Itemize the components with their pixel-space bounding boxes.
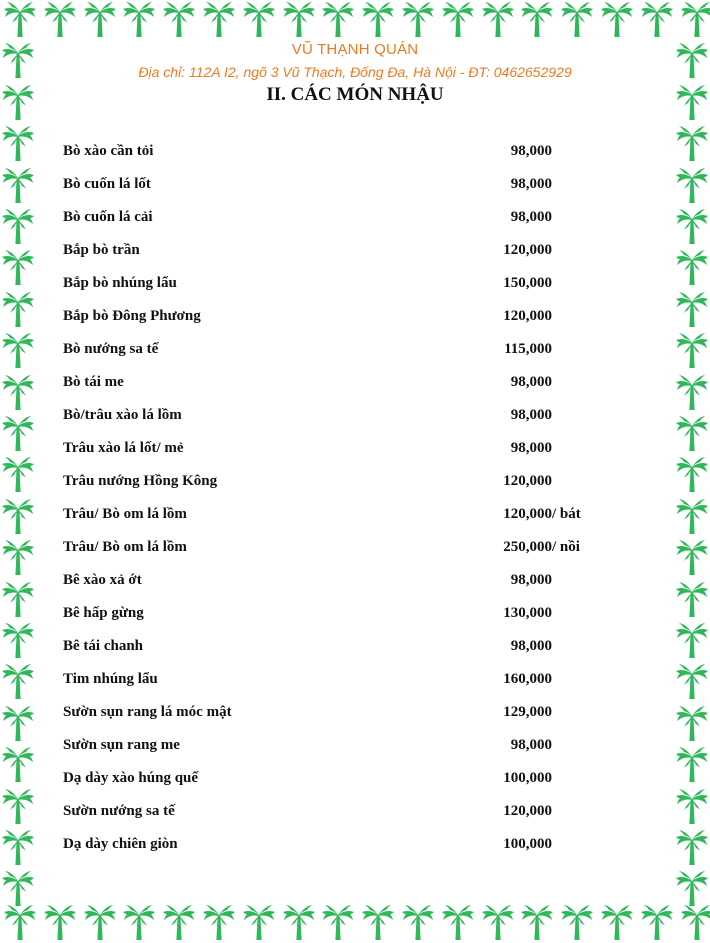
menu-item-name: Bò nướng sa tế xyxy=(63,341,159,357)
palm-tree-icon xyxy=(400,0,436,38)
menu-item xyxy=(63,600,623,633)
palm-tree-icon xyxy=(0,124,36,162)
palm-tree-icon xyxy=(400,903,436,941)
menu-item xyxy=(63,501,623,534)
menu-item-price: 120,000 xyxy=(503,803,552,819)
palm-tree-icon xyxy=(0,331,36,369)
palm-tree-icon xyxy=(674,497,710,535)
palm-tree-icon xyxy=(42,0,78,38)
menu-item-name: Bê hấp gừng xyxy=(63,605,144,621)
palm-tree-icon xyxy=(674,580,710,618)
menu-item xyxy=(63,831,623,864)
menu-item xyxy=(63,402,623,435)
menu-item-unit: / bát xyxy=(552,506,581,522)
palm-tree-icon xyxy=(674,745,710,783)
palm-tree-icon xyxy=(320,903,356,941)
menu-item-name: Bò cuốn lá lốt xyxy=(63,176,151,192)
palm-tree-icon xyxy=(360,0,396,38)
palm-tree-icon xyxy=(674,828,710,866)
palm-tree-icon xyxy=(201,0,237,38)
palm-tree-icon xyxy=(0,621,36,659)
menu-item-name: Sườn sụn rang lá móc mật xyxy=(63,704,232,720)
palm-tree-icon xyxy=(480,903,516,941)
menu-item-name: Dạ dày xào húng quế xyxy=(63,770,199,786)
palm-tree-icon xyxy=(440,0,476,38)
menu-item xyxy=(63,633,623,666)
palm-tree-icon xyxy=(161,903,197,941)
menu-item xyxy=(63,270,623,303)
palm-tree-icon xyxy=(360,903,396,941)
palm-tree-icon xyxy=(2,903,38,941)
menu-item xyxy=(63,798,623,831)
menu-header xyxy=(0,40,710,107)
palm-tree-icon xyxy=(121,0,157,38)
palm-tree-icon xyxy=(0,538,36,576)
palm-tree-icon xyxy=(0,455,36,493)
palm-tree-icon xyxy=(674,704,710,742)
palm-tree-icon xyxy=(674,414,710,452)
menu-item-name: Bò/trâu xào lá lồm xyxy=(63,407,182,423)
menu-item-price: 98,000 xyxy=(510,572,552,588)
palm-tree-icon xyxy=(519,903,555,941)
menu-item-name: Bắp bò nhúng lẩu xyxy=(63,275,177,291)
palm-tree-icon xyxy=(320,0,356,38)
palm-tree-icon xyxy=(281,0,317,38)
palm-tree-icon xyxy=(674,373,710,411)
palm-tree-icon xyxy=(559,0,595,38)
palm-tree-icon xyxy=(0,869,36,907)
menu-item-name: Bắp bò Đông Phương xyxy=(63,308,201,324)
palm-tree-icon xyxy=(639,0,675,38)
menu-item-name: Sườn nướng sa tế xyxy=(63,803,175,819)
palm-tree-icon xyxy=(0,828,36,866)
menu-item-name: Bò cuốn lá cải xyxy=(63,209,153,225)
palm-tree-icon xyxy=(281,903,317,941)
palm-tree-icon xyxy=(0,248,36,286)
palm-tree-icon xyxy=(161,0,197,38)
menu-item xyxy=(63,699,623,732)
menu-item-price: 98,000 xyxy=(510,407,552,423)
palm-tree-icon xyxy=(559,903,595,941)
shop-name: VŨ THẠNH QUÁN xyxy=(291,41,419,58)
menu-item-name: Trâu xào lá lốt/ mẻ xyxy=(63,440,184,456)
palm-tree-icon xyxy=(0,290,36,328)
menu-list xyxy=(63,138,623,864)
menu-item-name: Trâu nướng Hồng Kông xyxy=(63,473,218,489)
palm-tree-icon xyxy=(674,207,710,245)
menu-item-name: Tim nhúng lẩu xyxy=(63,671,158,687)
palm-tree-icon xyxy=(0,745,36,783)
menu-item-name: Trâu/ Bò om lá lồm xyxy=(63,506,187,522)
menu-item xyxy=(63,567,623,600)
menu-item xyxy=(63,666,623,699)
shop-address: Địa chỉ: 112A I2, ngõ 3 Vũ Thạch, Đống Đa, Hà Nội - ĐT: 0462652929 xyxy=(138,64,572,80)
palm-tree-icon xyxy=(679,903,710,941)
section-title: II. CÁC MÓN NHẬU xyxy=(266,84,444,105)
menu-item-price: 150,000 xyxy=(503,275,552,291)
menu-item-price: 98,000 xyxy=(510,440,552,456)
palm-tree-icon xyxy=(480,0,516,38)
palm-tree-icon xyxy=(0,414,36,452)
menu-item xyxy=(63,534,623,567)
menu-item-unit: / nồi xyxy=(552,539,580,555)
menu-item xyxy=(63,138,623,171)
palm-tree-icon xyxy=(0,580,36,618)
menu-item-name: Bê xào xả ớt xyxy=(63,572,142,588)
palm-tree-icon xyxy=(674,662,710,700)
palm-tree-icon xyxy=(674,538,710,576)
palm-tree-icon xyxy=(0,166,36,204)
palm-tree-icon xyxy=(674,455,710,493)
menu-item-price: 160,000 xyxy=(503,671,552,687)
palm-tree-icon xyxy=(0,373,36,411)
menu-item xyxy=(63,468,623,501)
palm-tree-icon xyxy=(42,903,78,941)
menu-item-price: 98,000 xyxy=(510,374,552,390)
menu-item-name: Bò xào cần tỏi xyxy=(63,143,154,159)
palm-tree-icon xyxy=(519,0,555,38)
menu-item xyxy=(63,732,623,765)
palm-tree-icon xyxy=(0,207,36,245)
menu-item-price: 120,000 xyxy=(503,242,552,258)
menu-item-price: 100,000 xyxy=(503,770,552,786)
palm-tree-icon xyxy=(440,903,476,941)
palm-tree-icon xyxy=(201,903,237,941)
menu-item-name: Bê tái chanh xyxy=(63,638,144,654)
menu-item-price: 98,000 xyxy=(510,638,552,654)
menu-item xyxy=(63,204,623,237)
menu-item xyxy=(63,237,623,270)
palm-tree-icon xyxy=(121,903,157,941)
menu-item-price: 130,000 xyxy=(503,605,552,621)
menu-item-price: 98,000 xyxy=(510,176,552,192)
menu-item-name: Dạ dày chiên giòn xyxy=(63,836,178,852)
palm-tree-icon xyxy=(674,124,710,162)
menu-item-price: 120,000 xyxy=(503,308,552,324)
palm-tree-icon xyxy=(2,0,38,38)
palm-tree-icon xyxy=(674,621,710,659)
menu-item xyxy=(63,303,623,336)
menu-item-price: 129,000 xyxy=(503,704,552,720)
menu-item-price: 98,000 xyxy=(510,209,552,225)
palm-tree-icon xyxy=(0,704,36,742)
palm-tree-icon xyxy=(674,869,710,907)
menu-item-name: Bò tái me xyxy=(63,374,124,390)
palm-tree-icon xyxy=(674,290,710,328)
palm-tree-icon xyxy=(674,331,710,369)
palm-tree-icon xyxy=(0,497,36,535)
palm-tree-icon xyxy=(241,903,277,941)
menu-item-price: 98,000 xyxy=(510,737,552,753)
palm-tree-icon xyxy=(0,787,36,825)
menu-item xyxy=(63,369,623,402)
menu-item-price: 100,000 xyxy=(503,836,552,852)
menu-item-price: 250,000 xyxy=(503,539,552,555)
menu-item-name: Sườn sụn rang me xyxy=(63,737,180,753)
palm-tree-icon xyxy=(674,166,710,204)
menu-item-price: 120,000 xyxy=(503,473,552,489)
menu-item-name: Bắp bò trần xyxy=(63,242,140,258)
palm-tree-icon xyxy=(639,903,675,941)
menu-item-price: 120,000 xyxy=(503,506,552,522)
palm-tree-icon xyxy=(674,787,710,825)
palm-tree-icon xyxy=(599,0,635,38)
palm-tree-icon xyxy=(82,0,118,38)
menu-item xyxy=(63,435,623,468)
menu-item-price: 98,000 xyxy=(510,143,552,159)
menu-item xyxy=(63,336,623,369)
palm-tree-icon xyxy=(599,903,635,941)
menu-item-price: 115,000 xyxy=(504,341,552,357)
menu-item xyxy=(63,171,623,204)
palm-tree-icon xyxy=(674,248,710,286)
palm-tree-icon xyxy=(679,0,710,38)
menu-item-name: Trâu/ Bò om lá lồm xyxy=(63,539,187,555)
palm-tree-icon xyxy=(82,903,118,941)
palm-tree-icon xyxy=(0,662,36,700)
menu-item xyxy=(63,765,623,798)
palm-tree-icon xyxy=(241,0,277,38)
